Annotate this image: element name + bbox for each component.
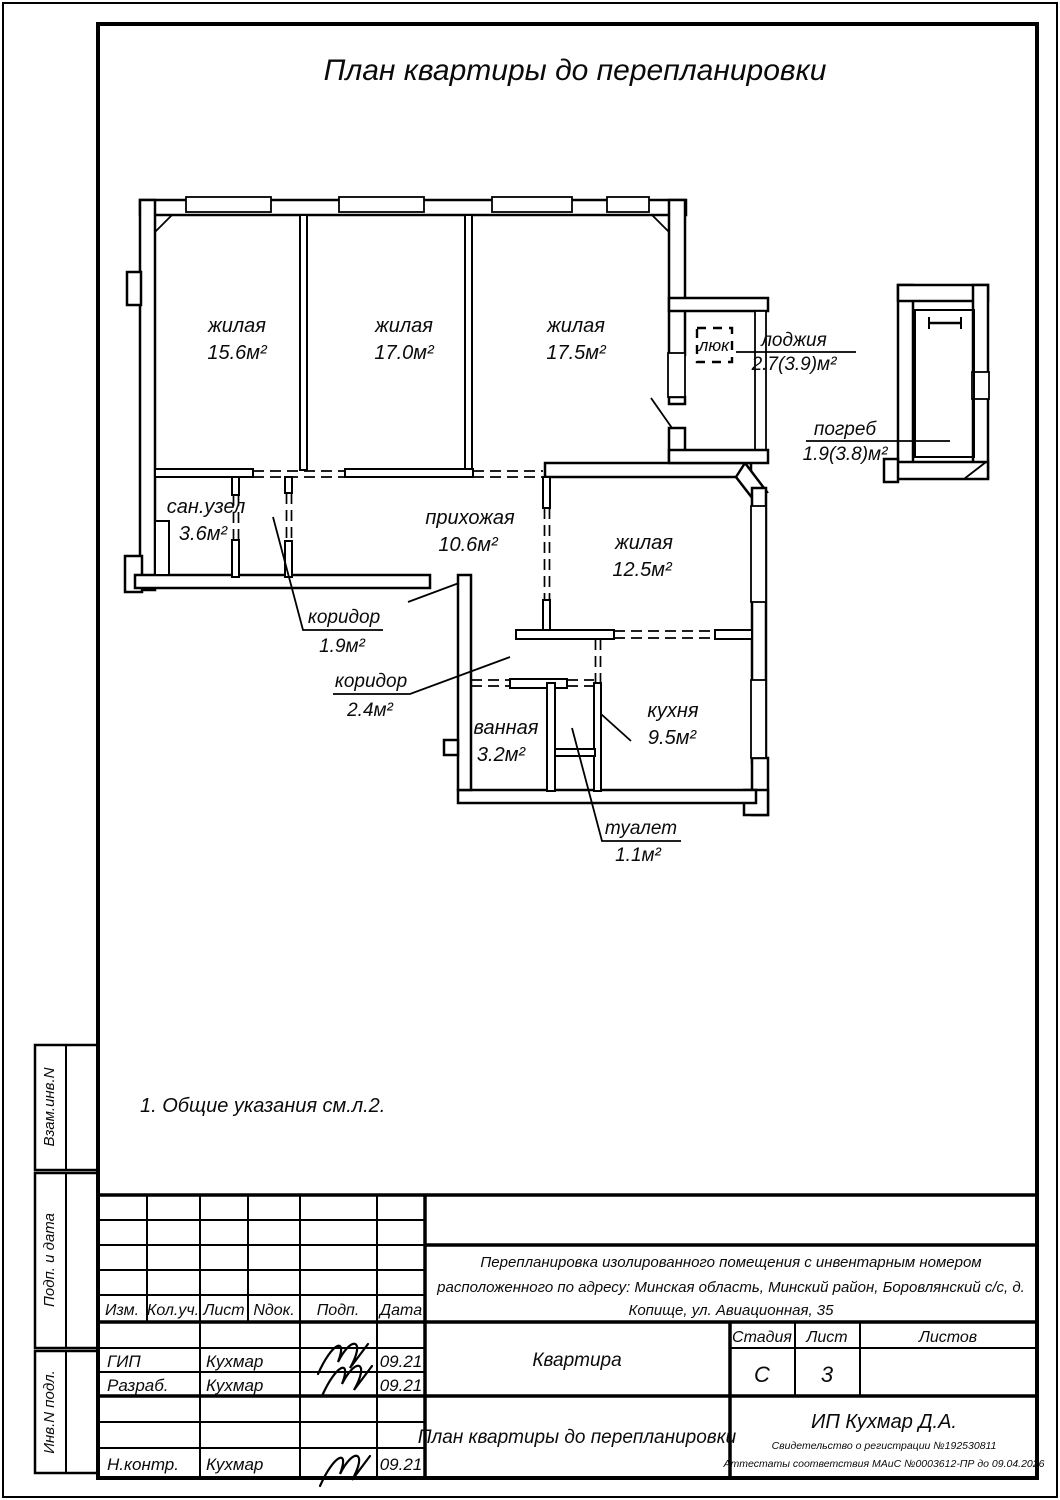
window (607, 197, 649, 212)
project-line1: Перепланировка изолированного помещения с инвентарным номером (480, 1254, 982, 1271)
col-data: Дата (379, 1302, 423, 1319)
margin-label-inv: Инв.N подл. (41, 1370, 58, 1454)
row-razrab-date: 09.21 (379, 1376, 423, 1395)
room-living2-area: 17.0м² (374, 342, 434, 364)
window (751, 506, 766, 602)
hatch-label: люк (698, 336, 730, 355)
toilet-area: 1.1м² (615, 845, 661, 866)
room-hall-area: 10.6м² (438, 534, 498, 556)
row-nkontr-role: Н.контр. (107, 1455, 179, 1474)
window (492, 197, 572, 212)
project-line2: расположенного по адресу: Минская область, Минский район, Боровлянский с/с, д. (437, 1279, 1025, 1296)
room-living3-area: 17.5м² (546, 342, 606, 364)
pilaster (127, 272, 141, 305)
row-razrab-role: Разраб. (107, 1376, 169, 1395)
margin-label-vzam: Взам.инв.N (41, 1067, 58, 1147)
sheet-value: 3 (820, 1362, 834, 1387)
company-name: ИП Кухмар Д.А. (811, 1411, 957, 1433)
object-name: Квартира (532, 1350, 622, 1371)
col-izm: Изм. (104, 1302, 140, 1319)
sheets-label: Листов (918, 1329, 978, 1346)
cert-line2: Аттестаты соответствия МАиС №0003612-ПР до 09.04.2026 (723, 1458, 1045, 1470)
toilet-name: туалет (604, 818, 678, 839)
room-sanuzel-name: сан.узел (166, 496, 246, 518)
row-nkontr-name: Кухмар (206, 1455, 264, 1474)
row-razrab-name: Кухмар (206, 1376, 264, 1395)
window (668, 353, 685, 397)
general-note: 1. Общие указания см.л.2. (140, 1095, 386, 1117)
pilaster (444, 740, 458, 755)
sheet-label: Лист (806, 1329, 848, 1346)
window (339, 197, 424, 212)
project-line3: Копище, ул. Авиационная, 35 (628, 1302, 834, 1319)
room-living4-area: 12.5м² (612, 559, 672, 581)
room-kitchen-name: кухня (647, 700, 699, 722)
row-gip-name: Кухмар (206, 1352, 264, 1371)
room-living1-area: 15.6м² (207, 342, 267, 364)
duct (155, 521, 169, 575)
cellar-area: 1.9(3.8)м² (802, 444, 888, 465)
corridor1-name: коридор (307, 607, 381, 628)
row-gip-date: 09.21 (379, 1352, 423, 1371)
stage-value: С (754, 1362, 770, 1387)
window (751, 680, 766, 758)
room-bath-area: 3.2м² (476, 744, 526, 766)
room-living3-name: жилая (547, 315, 605, 337)
window (186, 197, 271, 212)
room-living1-name: жилая (208, 315, 266, 337)
corridor2-name: коридор (334, 671, 408, 692)
room-hall-name: прихожая (425, 507, 515, 529)
margin-label-podp: Подп. и дата (41, 1213, 58, 1307)
stage-label: Стадия (732, 1329, 792, 1346)
cellar-name: погреб (813, 419, 877, 440)
corridor1-area: 1.9м² (319, 636, 365, 657)
cert-line1: Свидетельство о регистрации №192530811 (771, 1440, 997, 1452)
page-title: План квартиры до перепланировки (323, 54, 827, 87)
room-kitchen-area: 9.5м² (647, 727, 697, 749)
col-koluch: Кол.уч. (146, 1302, 200, 1319)
room-living4-name: жилая (615, 532, 673, 554)
row-nkontr-date: 09.21 (379, 1455, 423, 1474)
col-podp: Подп. (316, 1302, 360, 1319)
col-ndok: Nдок. (253, 1302, 295, 1319)
room-sanuzel-area: 3.6м² (178, 523, 228, 545)
loggia-area: 2.7(3.9)м² (751, 354, 837, 375)
corridor2-area: 2.4м² (347, 700, 393, 721)
loggia-name: лоджия (761, 330, 827, 351)
drawing-title: План квартиры до перепланировки (417, 1427, 737, 1448)
room-living2-name: жилая (375, 315, 433, 337)
row-gip-role: ГИП (107, 1352, 141, 1371)
room-bath-name: ванная (473, 717, 539, 739)
col-list: Лист (203, 1302, 245, 1319)
